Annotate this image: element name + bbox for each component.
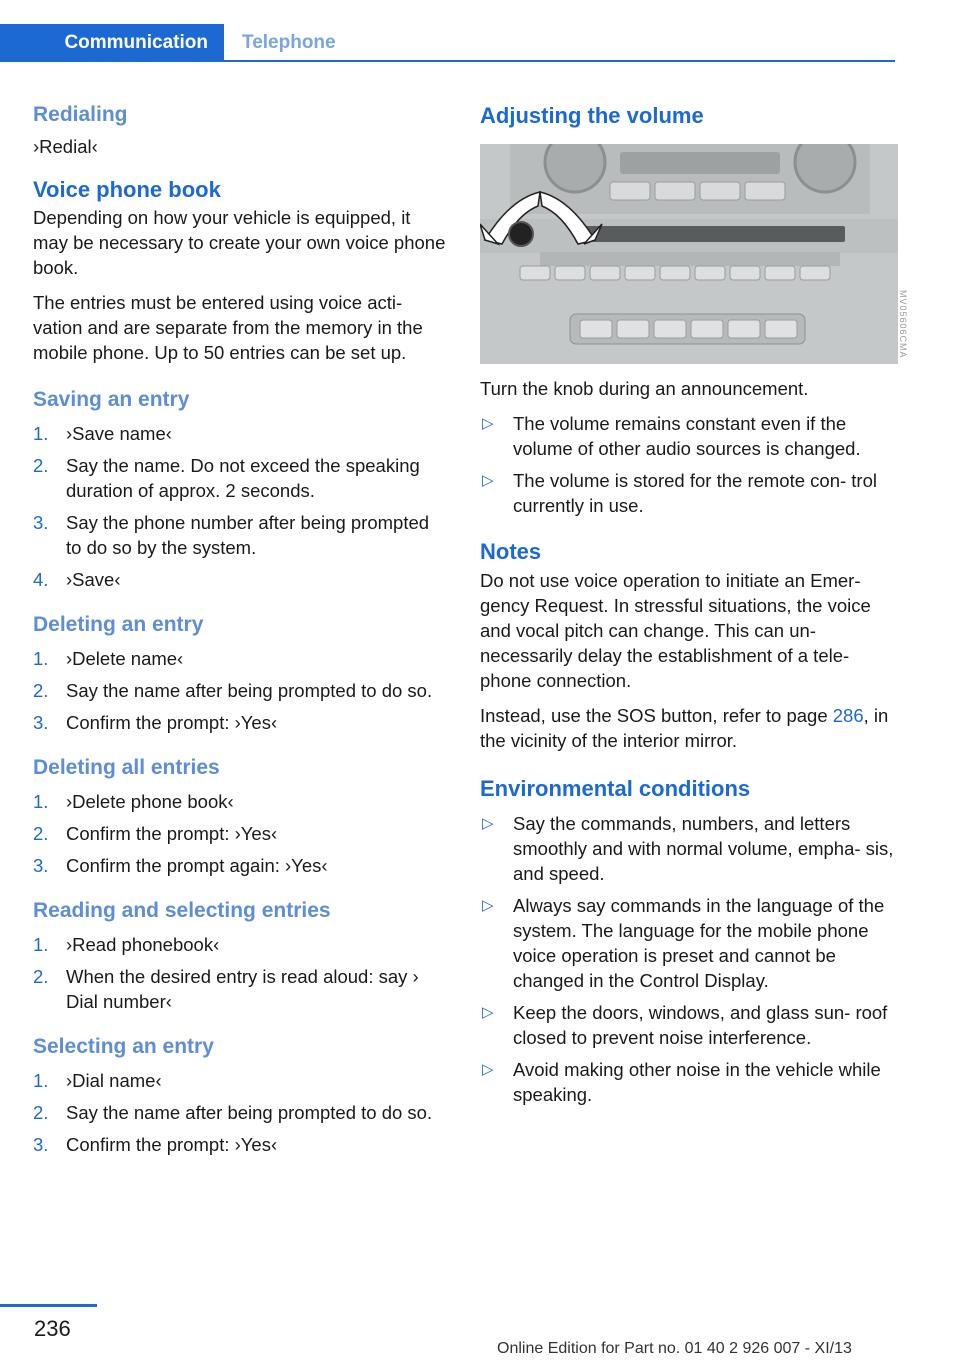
bullet-text: The volume is stored for the remote con‐ trol currently in use. [513,470,877,516]
step-number: 3. [33,712,49,733]
step-number: 3. [33,1134,49,1155]
step-number: 2. [33,823,49,844]
saving-heading: Saving an entry [33,388,190,411]
reading-step [33,964,448,1014]
triangle-bullet-icon: ▷ [482,815,494,832]
step-text: Say the name. Do not exceed the speaking duration of approx. 2 seconds. [66,455,420,501]
step-text: ›Read phonebook‹ [66,934,220,955]
bullet-text: Say the commands, numbers, and letters smoothly and with normal volume, empha‐ sis, and speed. [513,813,894,884]
step-text: ›Save‹ [66,569,121,590]
section-tab [0,24,224,62]
triangle-bullet-icon: ▷ [482,1061,494,1078]
notes-p1: Do not use voice operation to initiate an Emer‐ gency Request. In stressful situations, the voice and vocal pitch can change. This can un‐ necessarily delay the establishment of a tele‐ phone connection. [480,570,871,691]
triangle-bullet-icon: ▷ [482,415,494,432]
bullet-text: Avoid making other noise in the vehicle while speaking. [513,1059,881,1105]
step-number: 2. [33,1102,49,1123]
volume-note [480,468,900,518]
environment-note [480,1000,900,1050]
environment-note [480,811,900,886]
environment-note [480,1057,900,1107]
step-text: ›Delete name‹ [66,648,184,669]
step-text: Say the name after being prompted to do so. [66,680,433,701]
deleting-all-heading: Deleting all entries [33,756,220,779]
subsection-tab [224,24,336,62]
deleting-all-steps [33,789,448,878]
voice-phone-book-heading: Voice phone book [33,177,221,202]
voice-phone-book-p1: Depending on how your vehicle is equipped, it may be necessary to create your own voice phone book. [33,207,446,278]
step-number: 2. [33,680,49,701]
page-ref-link[interactable]: 286 [832,705,864,726]
step-number: 1. [33,423,49,444]
step-text: Confirm the prompt: ›Yes‹ [66,712,278,733]
reading-step [33,932,448,957]
step-number: 2. [33,966,49,987]
deleting-step [33,710,448,735]
step-text: Say the phone number after being prompted to do so by the system. [66,512,430,558]
deleting-step [33,678,448,703]
deleting-all-step [33,789,448,814]
right-column [480,100,900,1107]
step-number: 2. [33,455,49,476]
step-text: When the desired entry is read aloud: say › Dial number‹ [66,966,419,1012]
step-text: ›Dial name‹ [66,1070,162,1091]
triangle-bullet-icon: ▷ [482,897,494,914]
selecting-heading: Selecting an entry [33,1035,214,1058]
notes-p2 [480,703,900,753]
environment-note [480,893,900,993]
header-rule [0,60,895,62]
subsection-label: Telephone [242,32,336,53]
deleting-all-step [33,821,448,846]
notes-p2-post: , in the vicinity of the interior mirror. [480,705,889,751]
volume-note [480,411,900,461]
volume-notes [480,411,900,518]
volume-heading: Adjusting the volume [480,103,704,128]
console-photo [480,144,898,364]
step-number: 1. [33,791,49,812]
deleting-steps [33,646,448,735]
saving-steps [33,421,448,592]
image-code: MV05606CMA [898,290,908,359]
page-number: 236 [34,1316,71,1341]
footer-rule [0,1304,97,1307]
saving-step [33,510,448,560]
redialing-heading: Redialing [33,103,128,126]
environment-heading: Environmental conditions [480,776,751,801]
step-number: 3. [33,512,49,533]
section-label: Communication [64,32,208,53]
notes-p2-pre: Instead, use the SOS button, refer to page [480,705,833,726]
selecting-steps [33,1068,448,1157]
bullet-text: Keep the doors, windows, and glass sun‐ roof closed to prevent noise interference. [513,1002,888,1048]
saving-step [33,421,448,446]
step-text: Say the name after being prompted to do so. [66,1102,433,1123]
notes-heading: Notes [480,539,542,564]
environment-notes [480,811,900,1107]
deleting-step [33,646,448,671]
voice-phone-book-p2: The entries must be entered using voice acti‐ vation and are separate from the memory in the mobile phone. Up to 50 entries can be set up. [33,292,423,363]
deleting-heading: Deleting an entry [33,613,204,636]
step-text: ›Save name‹ [66,423,172,444]
step-number: 1. [33,648,49,669]
step-number: 4. [33,569,49,590]
step-text: Confirm the prompt: ›Yes‹ [66,823,278,844]
reading-heading: Reading and selecting entries [33,899,331,922]
left-column [33,100,448,1157]
saving-step [33,453,448,503]
step-number: 1. [33,934,49,955]
audio-console-illustration [480,144,898,364]
edition-info: Online Edition for Part no. 01 40 2 926 007 - XI/13 [497,1340,852,1357]
step-number: 3. [33,855,49,876]
bullet-text: Always say commands in the language of the system. The language for the mobile phone voice operation is preset and cannot be changed in the Control Display. [513,895,885,991]
triangle-bullet-icon: ▷ [482,472,494,489]
bullet-text: The volume remains constant even if the volume of other audio sources is changed. [513,413,861,459]
volume-caption: Turn the knob during an announcement. [480,378,809,399]
selecting-step [33,1132,448,1157]
page-header [0,0,960,64]
selecting-step [33,1068,448,1093]
selecting-step [33,1100,448,1125]
reading-steps [33,932,448,1014]
step-text: ›Delete phone book‹ [66,791,234,812]
triangle-bullet-icon: ▷ [482,1004,494,1021]
deleting-all-step [33,853,448,878]
redialing-command: ›Redial‹ [33,136,98,157]
step-text: Confirm the prompt again: ›Yes‹ [66,855,328,876]
step-number: 1. [33,1070,49,1091]
saving-step [33,567,448,592]
step-text: Confirm the prompt: ›Yes‹ [66,1134,278,1155]
